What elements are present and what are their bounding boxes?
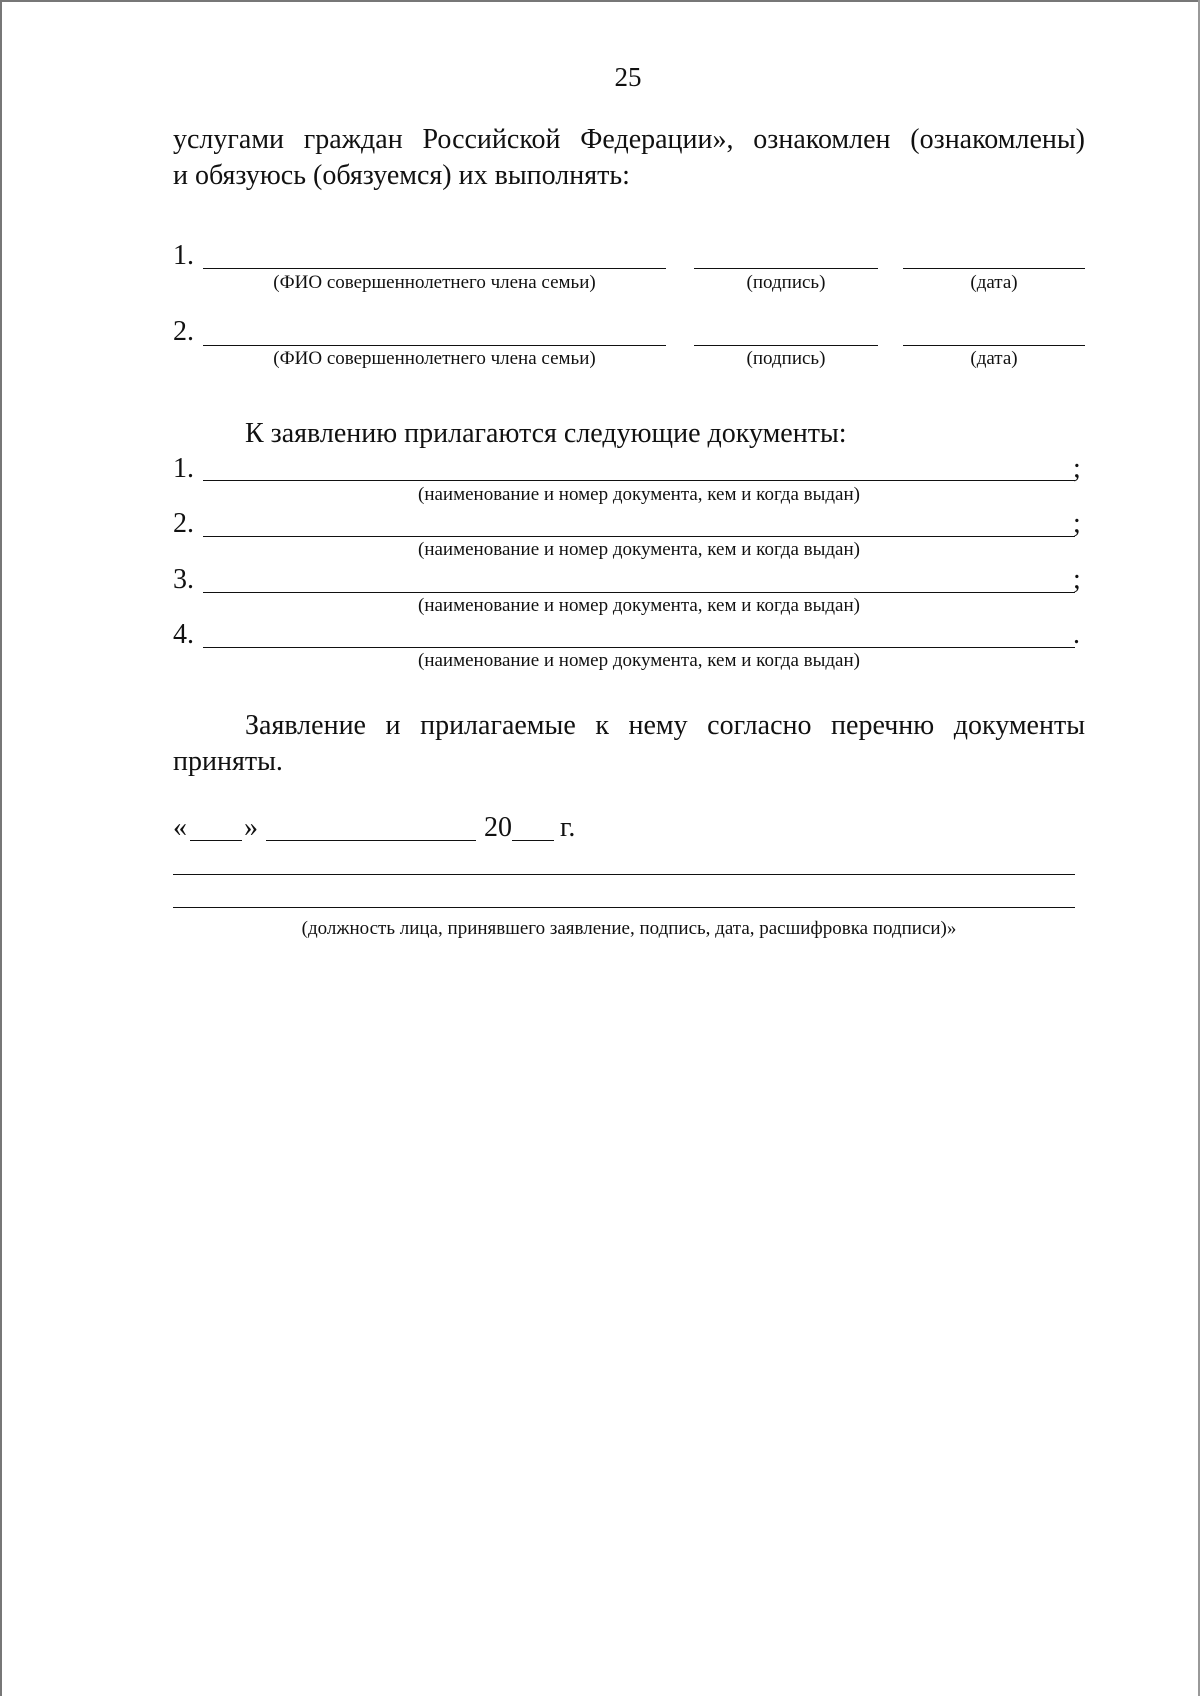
day-field[interactable] [190, 840, 242, 841]
acceptance-line-1: Заявление и прилагаемые к нему согласно перечню документы [245, 710, 1085, 741]
member-signature-caption: (подпись) [746, 272, 826, 293]
document-caption: (наименование и номер документа, кем и когда выдан) [418, 539, 860, 560]
year-prefix: 20 [484, 812, 512, 843]
document-caption: (наименование и номер документа, кем и когда выдан) [418, 484, 860, 505]
document-field[interactable] [203, 480, 1075, 481]
member-name-field[interactable] [203, 345, 666, 346]
official-signature-line-2[interactable] [173, 907, 1075, 908]
date-close-quote: » [244, 812, 258, 843]
official-caption: (должность лица, принявшего заявление, подпись, дата, расшифровка подписи)» [301, 918, 957, 939]
intro-line-2: и обязуюсь (обязуемся) их выполнять: [173, 160, 630, 191]
date-open-quote: « [173, 812, 187, 843]
scan-border-top [0, 0, 1200, 2]
year-suffix: г. [560, 812, 576, 843]
document-end-mark: ; [1073, 453, 1081, 484]
acceptance-line-2: приняты. [173, 746, 283, 777]
scan-border-left [0, 0, 2, 1696]
document-end-mark: ; [1073, 508, 1081, 539]
member-number: 2. [173, 316, 194, 347]
document-field[interactable] [203, 647, 1075, 648]
document-number: 3. [173, 564, 194, 595]
year-field[interactable] [512, 840, 554, 841]
document-field[interactable] [203, 536, 1075, 537]
document-end-mark: . [1073, 619, 1080, 650]
member-signature-field[interactable] [694, 345, 878, 346]
document-number: 1. [173, 453, 194, 484]
member-signature-field[interactable] [694, 268, 878, 269]
document-caption: (наименование и номер документа, кем и когда выдан) [418, 650, 860, 671]
documents-heading: К заявлению прилагаются следующие документы: [245, 418, 847, 449]
member-date-caption: (дата) [970, 348, 1018, 369]
member-name-field[interactable] [203, 268, 666, 269]
official-signature-line-1[interactable] [173, 874, 1075, 875]
document-number: 2. [173, 508, 194, 539]
document-caption: (наименование и номер документа, кем и когда выдан) [418, 595, 860, 616]
member-signature-caption: (подпись) [746, 348, 826, 369]
page-number: 25 [614, 62, 642, 92]
member-name-caption: (ФИО совершеннолетнего члена семьи) [273, 348, 596, 369]
member-date-field[interactable] [903, 345, 1085, 346]
member-number: 1. [173, 240, 194, 271]
member-name-caption: (ФИО совершеннолетнего члена семьи) [273, 272, 596, 293]
month-field[interactable] [266, 840, 476, 841]
intro-line-1: услугами граждан Российской Федерации», ознакомлен (ознакомлены) [173, 124, 1085, 155]
document-end-mark: ; [1073, 564, 1081, 595]
document-field[interactable] [203, 592, 1075, 593]
member-date-field[interactable] [903, 268, 1085, 269]
document-number: 4. [173, 619, 194, 650]
member-date-caption: (дата) [970, 272, 1018, 293]
